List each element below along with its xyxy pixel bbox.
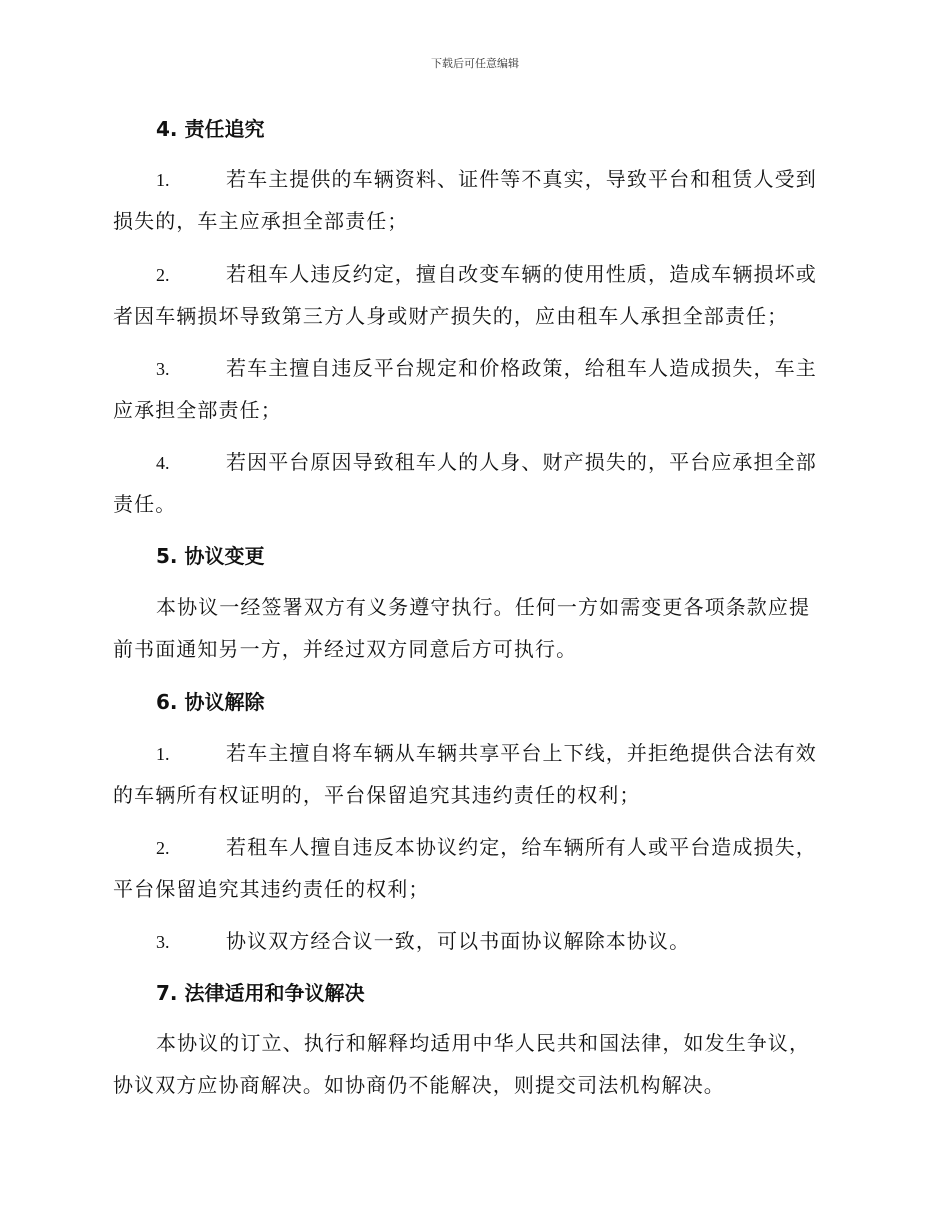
paragraph-first-line: [113, 586, 831, 628]
section-5-title: 5. 协议变更: [156, 544, 265, 568]
section-6-title: 6. 协议解除: [156, 690, 265, 714]
item-text: 若因平台原因导致租车人的人身、财产损失的，平台应承担全部: [226, 450, 817, 474]
item-text: 协议双方经合议一致，可以书面协议解除本协议。: [226, 929, 691, 953]
section-6-item-2: [113, 826, 831, 910]
item-text: 若车主擅自违反平台规定和价格政策，给租车人造成损失，车主: [226, 356, 817, 380]
paragraph-continuation: 协议双方应协商解决。如协商仍不能解决，则提交司法机构解决。: [113, 1073, 725, 1097]
item-first-line: [113, 732, 831, 774]
section-6-item-1: [113, 732, 831, 816]
item-number: 2.: [156, 265, 170, 285]
section-4-title: 4. 责任追究: [156, 117, 265, 141]
item-text: 若车主提供的车辆资料、证件等不真实，导致平台和租赁人受到: [226, 167, 817, 191]
paragraph-continuation: 前书面通知另一方，并经过双方同意后方可执行。: [113, 637, 578, 661]
section-4-item-4: [113, 441, 831, 525]
section-6-item-3: [113, 920, 831, 962]
item-continuation: 者因车辆损坏导致第三方人身或财产损失的，应由租车人承担全部责任；: [113, 304, 789, 328]
item-number: 4.: [156, 453, 170, 473]
item-continuation: 损失的，车主应承担全部责任；: [113, 209, 409, 233]
paragraph-text: 本协议一经签署双方有义务遵守执行。任何一方如需变更各项条款应提: [156, 595, 811, 619]
paragraph-text: 本协议的订立、执行和解释均适用中华人民共和国法律，如发生争议，: [156, 1031, 811, 1055]
paragraph-first-line: [113, 1022, 831, 1064]
item-first-line: [113, 253, 831, 295]
item-first-line: [113, 920, 831, 962]
section-5-paragraph: [113, 586, 831, 670]
item-number: 1.: [156, 170, 170, 190]
item-continuation: 平台保留追究其违约责任的权利；: [113, 877, 430, 901]
item-continuation: 责任。: [113, 492, 177, 516]
item-text: 若租车人擅自违反本协议约定，给车辆所有人或平台造成损失，: [226, 835, 817, 859]
item-first-line: [113, 826, 831, 868]
section-7-paragraph: [113, 1022, 831, 1106]
item-number: 2.: [156, 838, 170, 858]
section-4-item-1: [113, 158, 831, 242]
item-first-line: [113, 158, 831, 200]
section-4-item-3: [113, 347, 831, 431]
item-text: 若车主擅自将车辆从车辆共享平台上下线，并拒绝提供合法有效: [226, 741, 817, 765]
item-continuation: 的车辆所有权证明的，平台保留追究其违约责任的权利；: [113, 783, 641, 807]
item-text: 若租车人违反约定，擅自改变车辆的使用性质，造成车辆损坏或: [226, 262, 817, 286]
section-4-item-2: [113, 253, 831, 337]
item-first-line: [113, 441, 831, 483]
item-number: 1.: [156, 744, 170, 764]
item-continuation: 应承担全部责任；: [113, 398, 282, 422]
item-number: 3.: [156, 359, 170, 379]
item-number: 3.: [156, 932, 170, 952]
page-header: 下载后可任意编辑: [431, 57, 519, 70]
section-7-title: 7. 法律适用和争议解决: [156, 981, 365, 1005]
item-first-line: [113, 347, 831, 389]
